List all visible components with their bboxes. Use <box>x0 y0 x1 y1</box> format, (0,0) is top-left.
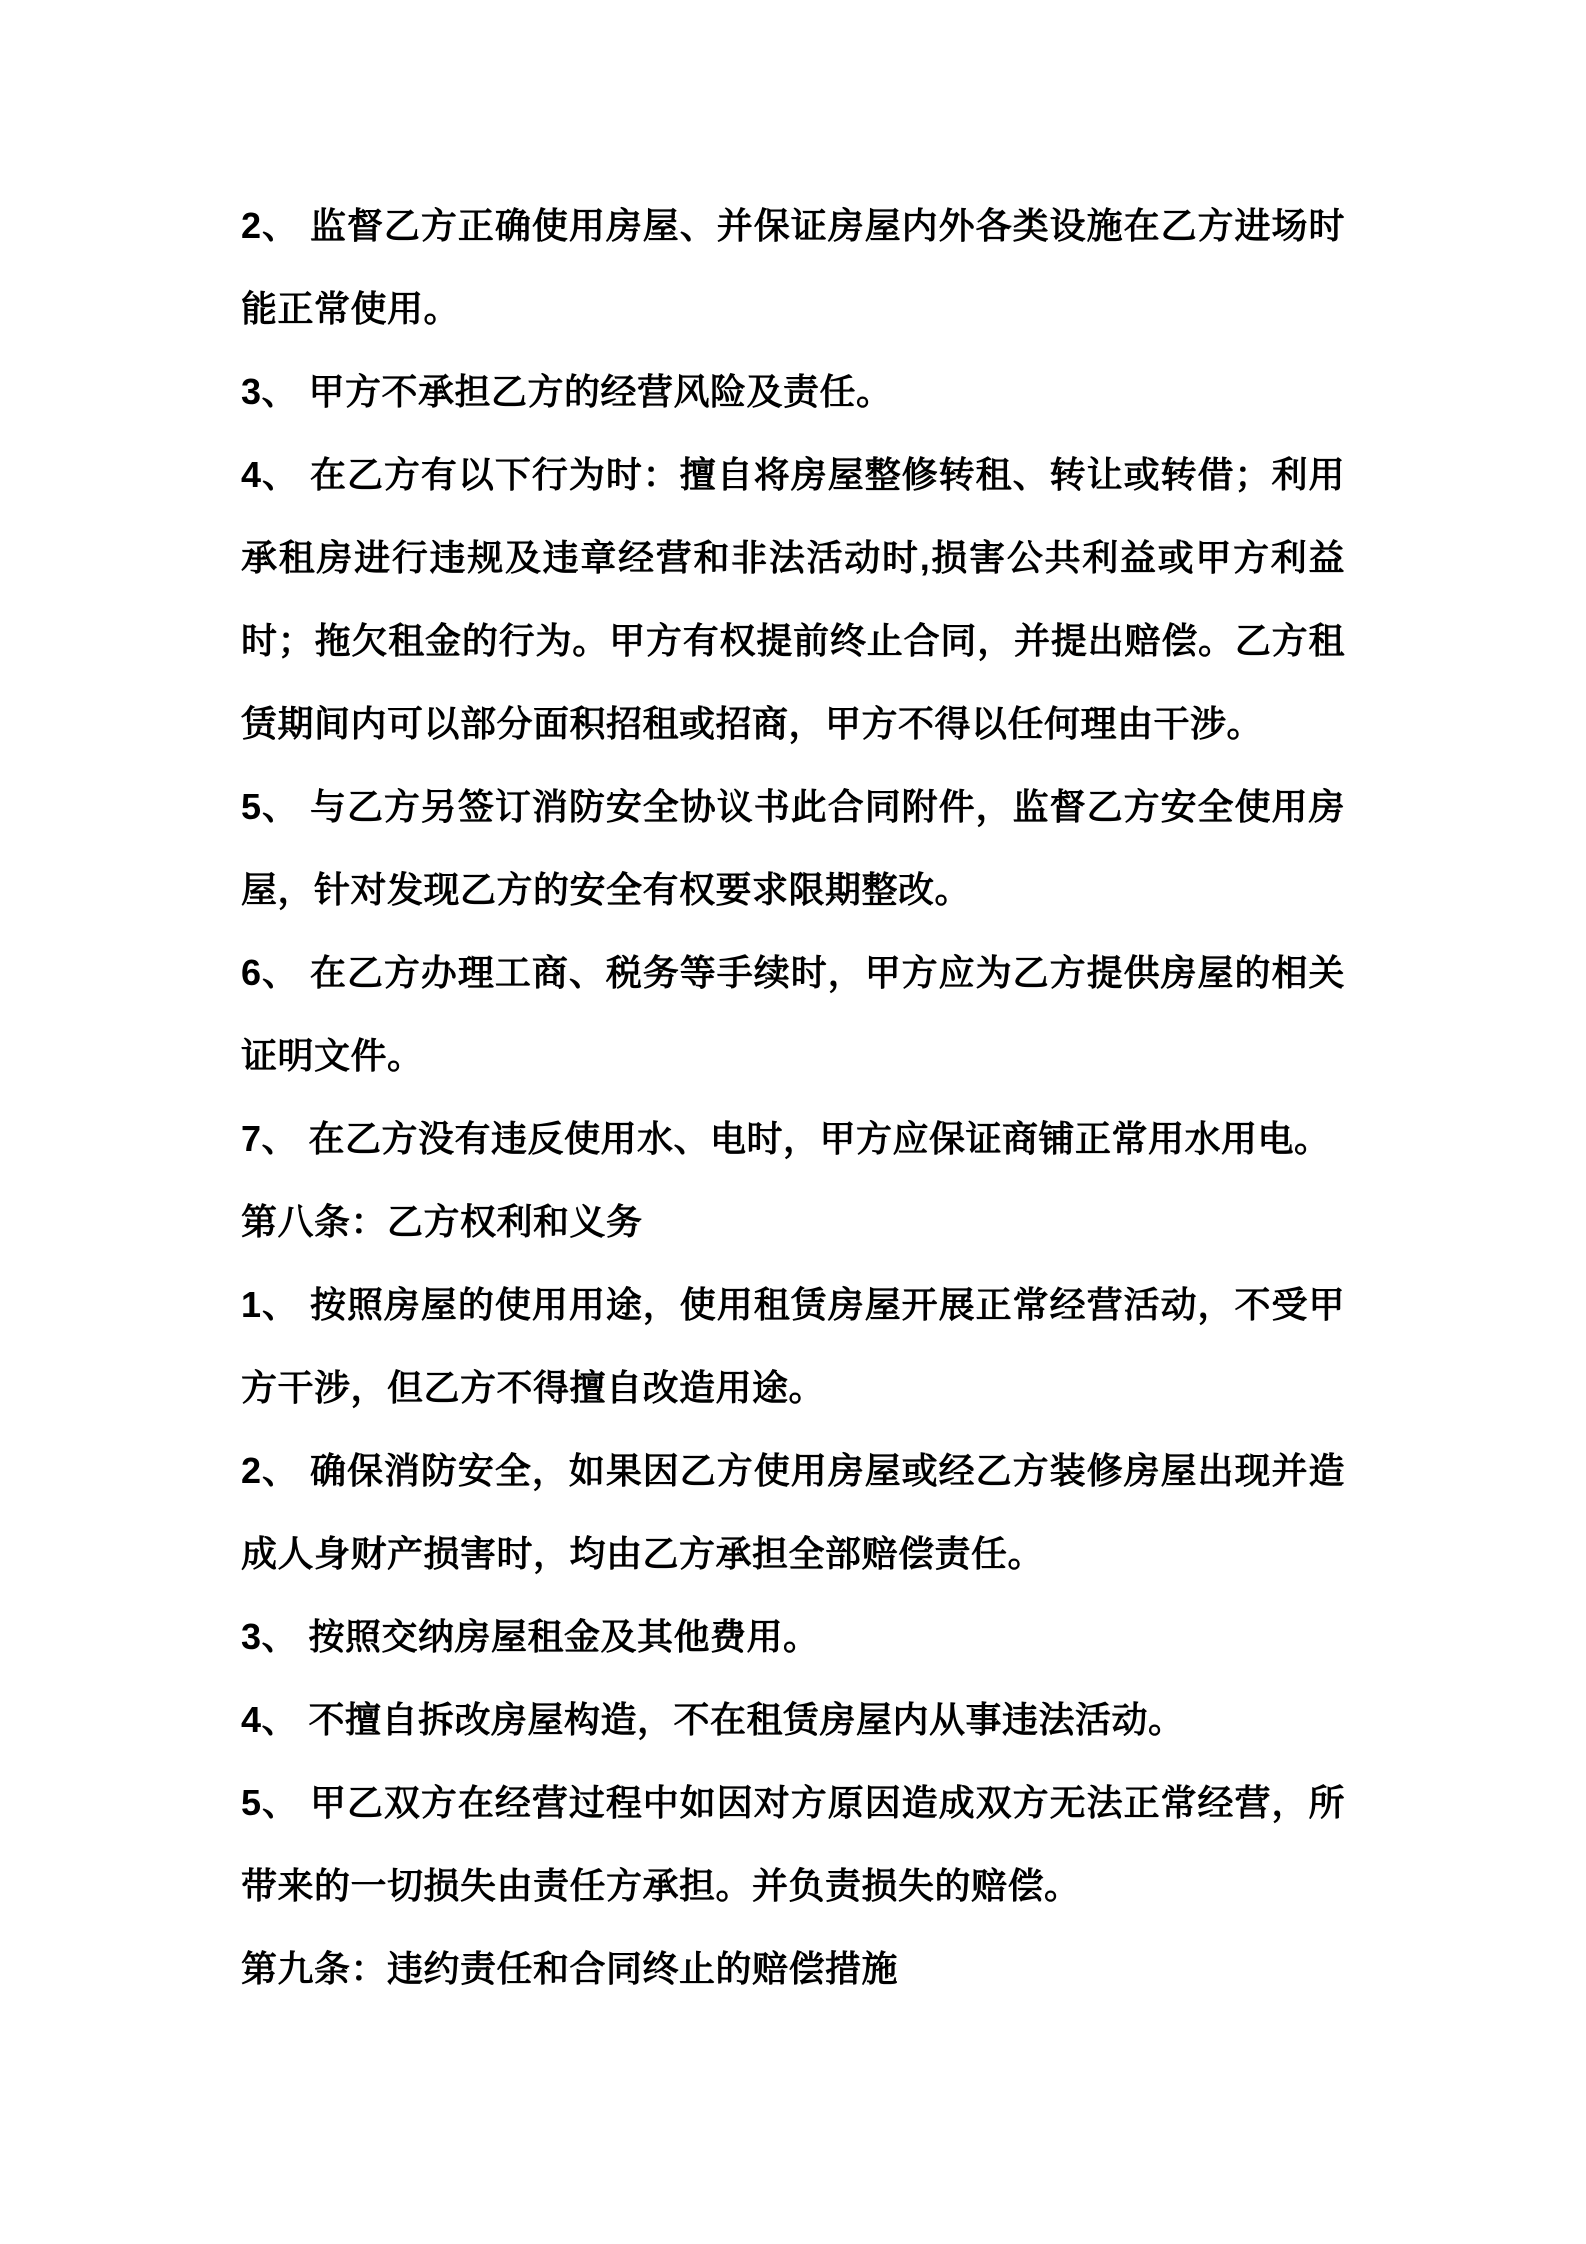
clause-item-8-2 <box>241 1429 1345 1595</box>
clause-heading-line: 第九条：违约责任和合同终止的赔偿措施 <box>241 1948 899 1989</box>
text-line: 屋，针对发现乙方的安全有权要求限期整改。 <box>241 869 972 910</box>
clause-item-5 <box>241 765 1345 931</box>
text-line: 3、 按照交纳房屋租金及其他费用。 <box>241 1616 820 1657</box>
contract-text-block <box>241 184 1345 2010</box>
clause-item-3 <box>241 350 1345 433</box>
text-line: 赁期间内可以部分面积招租或招商，甲方不得以任何理由干涉。 <box>241 703 1264 744</box>
text-line: 5、 甲乙双方在经营过程中如因对方原因造成双方无法正常经营，所 <box>241 1782 1345 1823</box>
text-line: 证明文件。 <box>241 1035 424 1076</box>
text-line: 3、 甲方不承担乙方的经营风险及责任。 <box>241 371 893 412</box>
text-line: 带来的一切损失由责任方承担。并负责损失的赔偿。 <box>241 1865 1081 1906</box>
text-line: 时；拖欠租金的行为。甲方有权提前终止合同，并提出赔偿。乙方租 <box>241 620 1345 661</box>
clause-heading-article-9 <box>241 1927 1345 2010</box>
clause-item-8-3 <box>241 1595 1345 1678</box>
text-line: 7、 在乙方没有违反使用水、电时，甲方应保证商铺正常用水用电。 <box>241 1118 1331 1159</box>
text-line: 6、 在乙方办理工商、税务等手续时，甲方应为乙方提供房屋的相关 <box>241 952 1345 993</box>
text-line: 4、 不擅自拆改房屋构造，不在租赁房屋内从事违法活动。 <box>241 1699 1185 1740</box>
clause-item-7 <box>241 1097 1345 1180</box>
text-line: 承租房进行违规及违章经营和非法活动时,损害公共利益或甲方利益 <box>241 537 1345 578</box>
clause-heading-article-8 <box>241 1180 1345 1263</box>
text-line: 1、 按照房屋的使用用途，使用租赁房屋开展正常经营活动，不受甲 <box>241 1284 1345 1325</box>
text-line: 方干涉，但乙方不得擅自改造用途。 <box>241 1367 826 1408</box>
clause-item-8-4 <box>241 1678 1345 1761</box>
text-line: 4、 在乙方有以下行为时：擅自将房屋整修转租、转让或转借；利用 <box>241 454 1345 495</box>
text-line: 能正常使用。 <box>241 288 461 329</box>
text-line: 2、 监督乙方正确使用房屋、并保证房屋内外各类设施在乙方进场时 <box>241 205 1345 246</box>
clause-item-6 <box>241 931 1345 1097</box>
text-line: 5、 与乙方另签订消防安全协议书此合同附件，监督乙方安全使用房 <box>241 786 1345 827</box>
clause-item-8-5 <box>241 1761 1345 1927</box>
text-line: 2、 确保消防安全，如果因乙方使用房屋或经乙方装修房屋出现并造 <box>241 1450 1345 1491</box>
clause-item-8-1 <box>241 1263 1345 1429</box>
text-line: 成人身财产损害时，均由乙方承担全部赔偿责任。 <box>241 1533 1045 1574</box>
clause-heading-line: 第八条：乙方权利和义务 <box>241 1201 643 1242</box>
clause-item-2 <box>241 184 1345 350</box>
clause-item-4 <box>241 433 1345 765</box>
